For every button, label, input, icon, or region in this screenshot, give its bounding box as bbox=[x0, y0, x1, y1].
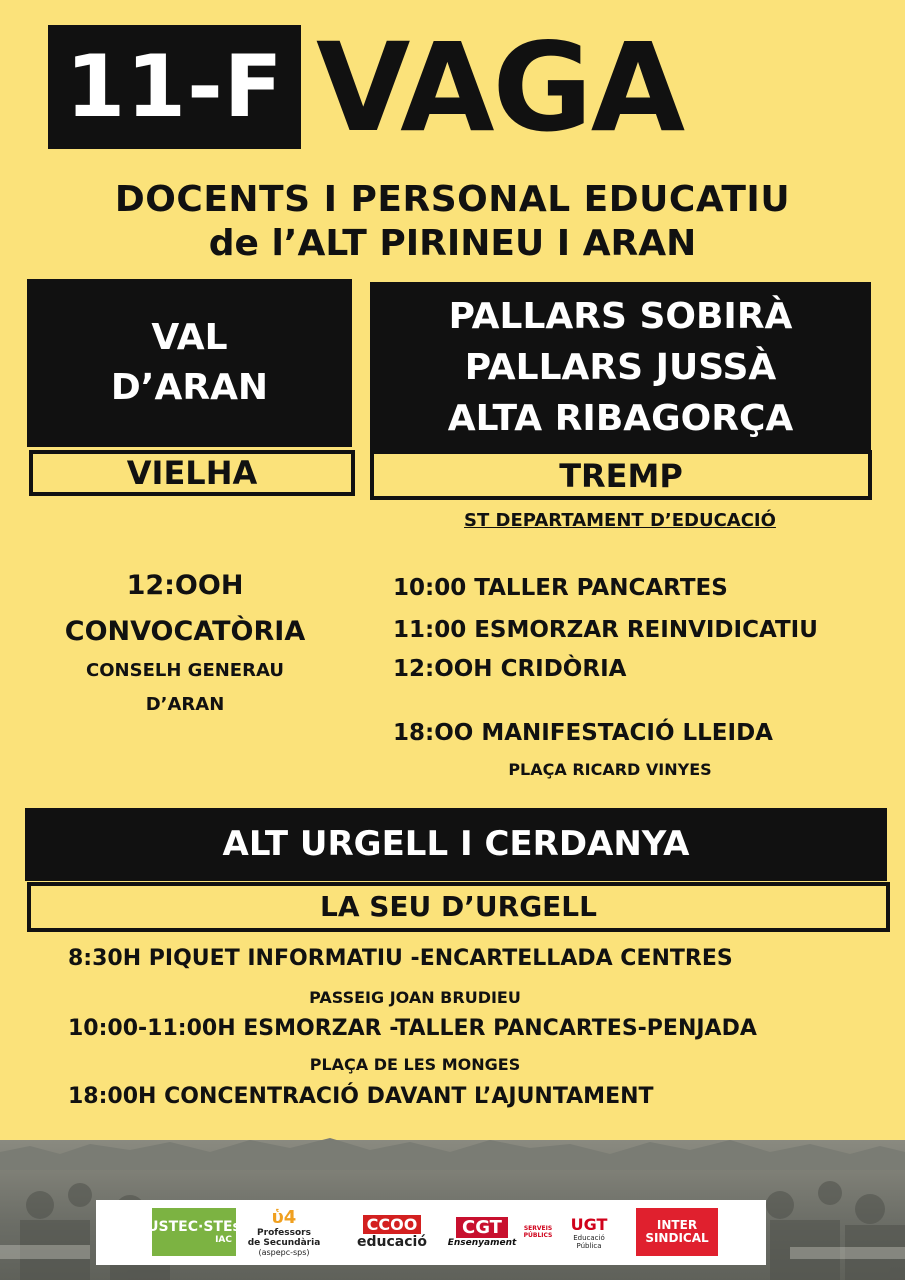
cgt-logo: CGT Ensenyament bbox=[447, 1216, 517, 1248]
bottom-place-2: PLAÇA DE LES MONGES bbox=[309, 1055, 521, 1074]
region-name-line1: VAL bbox=[151, 317, 228, 358]
ustec-logo: USTEC·STEs IAC bbox=[152, 1208, 236, 1256]
bottom-event-1: 8:30H PIQUET INFORMATIU -ENCARTELLADA CENTRES bbox=[68, 946, 733, 971]
region-name-line2: D’ARAN bbox=[110, 367, 269, 408]
subtitle-line2: de l’ALT PIRINEU I ARAN bbox=[208, 223, 697, 264]
professors-icon: ὑ4 bbox=[271, 1207, 297, 1228]
subtitle-line1: DOCENTS I PERSONAL EDUCATIU bbox=[114, 179, 791, 220]
region-name-line2: PALLARS JUSSÀ bbox=[464, 346, 777, 388]
torn-edge bbox=[0, 1130, 905, 1170]
town-vielha: VIELHA bbox=[29, 450, 355, 496]
left-place-line1: CONSELH GENERAU bbox=[86, 660, 284, 681]
region-alt-urgell: ALT URGELL I CERDANYA bbox=[25, 808, 887, 881]
region-name-line1: PALLARS SOBIRÀ bbox=[448, 295, 793, 337]
right-event-3: 12:OOH CRIDÒRIA bbox=[393, 656, 627, 682]
region-name-line3: ALTA RIBAGORÇA bbox=[447, 397, 794, 439]
left-event: CONVOCATÒRIA bbox=[64, 616, 306, 647]
place-st-departament: ST DEPARTAMENT D’EDUCACIÓ bbox=[464, 510, 776, 531]
union-logos bbox=[96, 1200, 766, 1265]
ugt-logo: UGT Educació Pública bbox=[570, 1214, 608, 1250]
ccoo-logo: CCOO educació bbox=[357, 1214, 427, 1250]
professors-secundaria-logo: ὑ4 Professors de Secundària (aspepc-sps) bbox=[247, 1207, 321, 1257]
bottom-event-2: 10:00-11:00H ESMORZAR -TALLER PANCARTES-PENJADA bbox=[68, 1016, 757, 1041]
town-tremp: TREMP bbox=[370, 450, 872, 500]
left-place-line2: D’ARAN bbox=[145, 694, 225, 715]
town-la-seu: LA SEU D’URGELL bbox=[27, 882, 890, 932]
right-event-2: 11:00 ESMORZAR REINVIDICATIU bbox=[393, 617, 818, 643]
right-event-1: 10:00 TALLER PANCARTES bbox=[393, 575, 728, 601]
region-val-daran bbox=[27, 279, 352, 447]
left-time: 12:OOH bbox=[126, 570, 244, 601]
bottom-place-1: PASSEIG JOAN BRUDIEU bbox=[309, 988, 521, 1007]
right-evening-place: PLAÇA RICARD VINYES bbox=[508, 760, 712, 779]
serveis-publics-logo: SERVEIS PÚBLICS bbox=[523, 1225, 553, 1239]
region-pallars bbox=[370, 282, 871, 452]
right-evening-event: 18:OO MANIFESTACIÓ LLEIDA bbox=[393, 720, 773, 746]
intersindical-logo: INTER SINDICAL bbox=[636, 1208, 718, 1256]
main-title: VAGA bbox=[316, 17, 684, 159]
bottom-event-3: 18:00H CONCENTRACIÓ DAVANT L’AJUNTAMENT bbox=[68, 1084, 654, 1109]
date-badge: 11-F bbox=[48, 25, 301, 149]
